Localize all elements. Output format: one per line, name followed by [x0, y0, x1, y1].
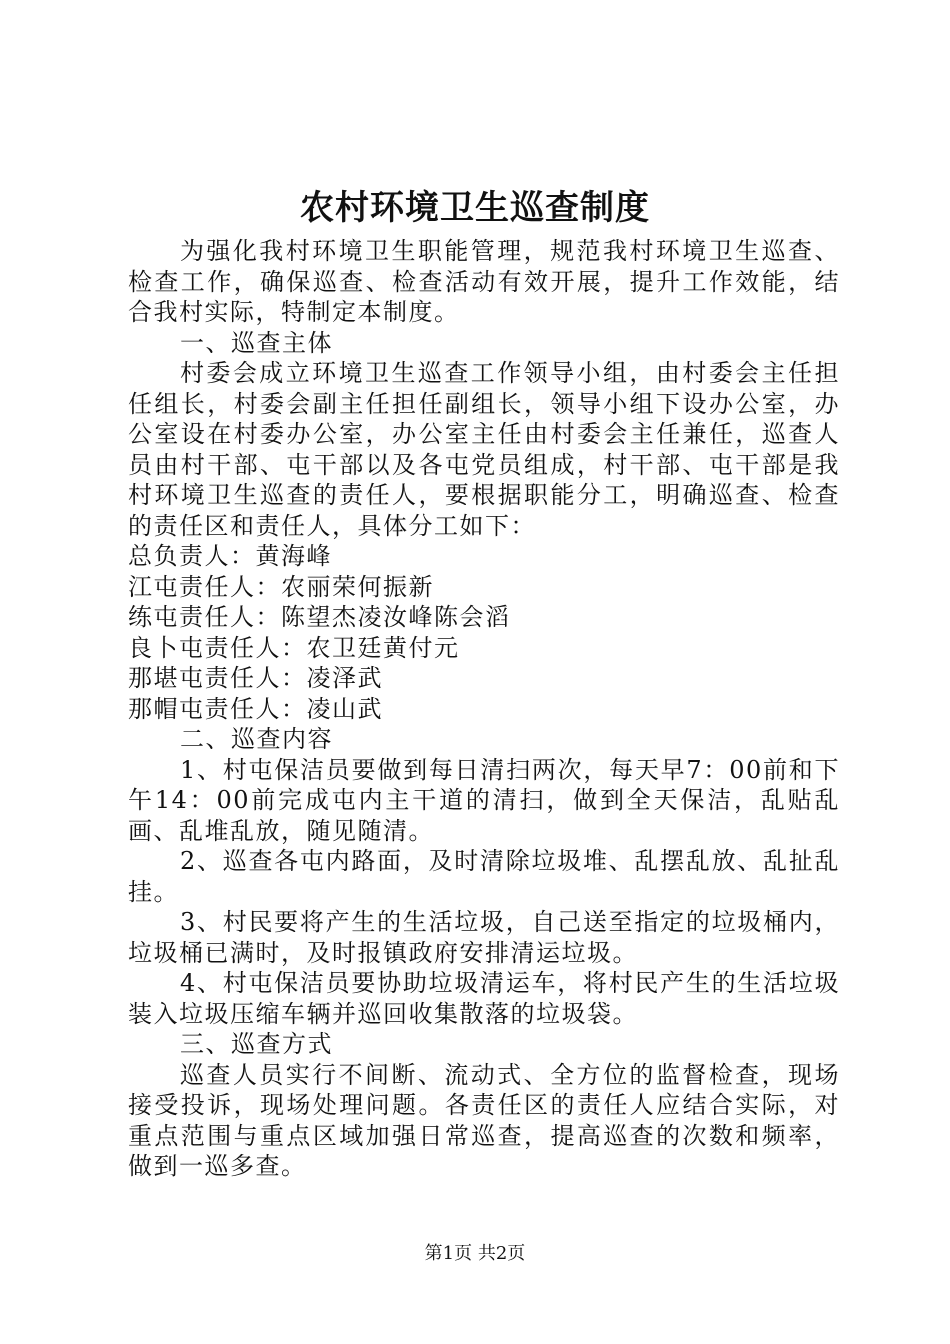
responsible-person-line: 练屯责任人：陈望杰凌汝峰陈会滔 — [128, 603, 511, 631]
content-item: 1、村屯保洁员要做到每日清扫两次，每天早7：00前和下午14：00前完成屯内主干道的清扫，做到全天保洁，乱贴乱画、乱堆乱放，随见随清。 — [128, 755, 840, 845]
section-heading-method: 三、巡查方式 — [180, 1030, 333, 1058]
responsible-person-line: 那帽屯责任人：凌山武 — [128, 694, 383, 723]
subject-paragraph: 村委会成立环境卫生巡查工作领导小组，由村委会主任担任组长，村委会副主任担任副组长，领导小组下设办公室，办公室设在村委办公室，办公室主任由村委会主任兼任，巡查人员由村干部、屯干部以及各屯党员组成，村干部、屯干部是我村环境卫生巡查的责任人，要根据职能分工，明确巡查、检查的责任区和责任人，具体分工如下： — [128, 359, 840, 540]
content-item: 2、巡查各屯内路面，及时清除垃圾堆、乱摆乱放、乱扯乱挂。 — [128, 847, 840, 906]
responsible-person-line: 江屯责任人：农丽荣何振新 — [128, 572, 434, 601]
content-item: 3、村民要将产生的生活垃圾，自己送至指定的垃圾桶内，垃圾桶已满时，及时报镇政府安排清运垃圾。 — [128, 908, 840, 967]
document-body — [128, 236, 840, 1182]
content-item: 4、村屯保洁员要协助垃圾清运车，将村民产生的生活垃圾装入垃圾压缩车辆并巡回收集散落的垃圾袋。 — [128, 969, 840, 1028]
responsible-person-line: 那堪屯责任人：凌泽武 — [128, 664, 383, 692]
section-heading-subject: 一、巡查主体 — [180, 328, 333, 357]
method-paragraph: 巡查人员实行不间断、流动式、全方位的监督检查，现场接受投诉，现场处理问题。各责任区的责任人应结合实际，对重点范围与重点区域加强日常巡查，提高巡查的次数和频率，做到一巡多查。 — [128, 1060, 840, 1180]
responsible-person-line: 良卜屯责任人：农卫廷黄付元 — [128, 633, 460, 662]
document-title: 农村环境卫生巡查制度 — [300, 188, 650, 228]
section-heading-content: 二、巡查内容 — [180, 725, 333, 753]
page-footer: 第1页 共2页 — [424, 1243, 526, 1264]
intro-paragraph: 为强化我村环境卫生职能管理，规范我村环境卫生巡查、检查工作，确保巡查、检查活动有效开展，提升工作效能，结合我村实际，特制定本制度。 — [128, 237, 840, 326]
responsible-person-line: 总负责人：黄海峰 — [128, 542, 332, 570]
